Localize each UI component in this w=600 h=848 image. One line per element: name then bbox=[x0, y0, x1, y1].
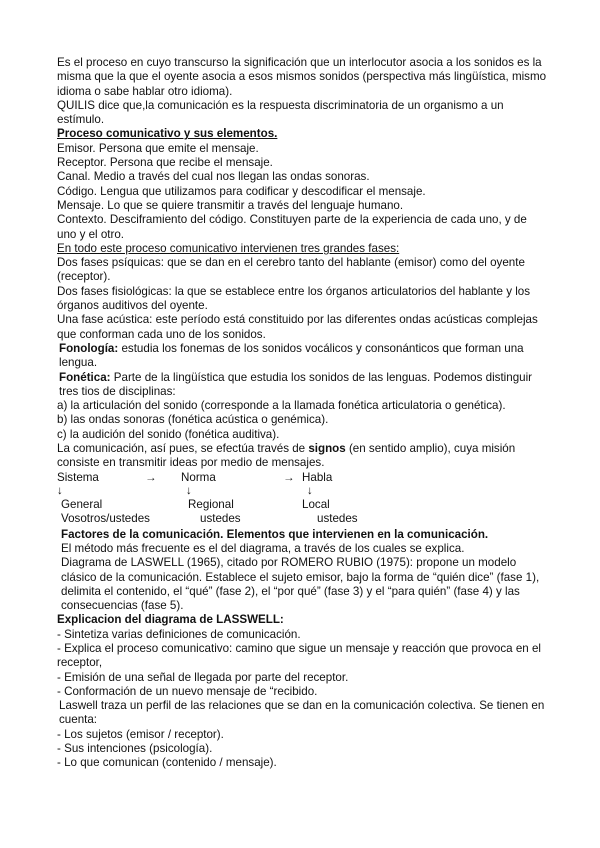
fonetica-item-a: a) la articulación del sonido (corresponde a la llamada fonética articulatoria o genética). bbox=[57, 399, 506, 413]
diagram-habla: Habla bbox=[302, 470, 333, 484]
fonetica-item-b: b) las ondas sonoras (fonética acústica o genémica). bbox=[57, 413, 329, 427]
diagram-norma: Norma bbox=[181, 470, 216, 484]
diagram-ustedes-1: ustedes bbox=[200, 511, 241, 525]
document-body bbox=[57, 56, 547, 771]
process-item-canal: Canal. Medio a través del cual nos llegan las ondas sonoras. bbox=[57, 170, 370, 184]
fonologia-paragraph bbox=[57, 342, 547, 371]
process-item-codigo: Código. Lengua que utilizamos para codificar y descodificar el mensaje. bbox=[57, 184, 426, 198]
fonetica-paragraph bbox=[57, 371, 547, 400]
explicacion-item-4: - Conformación de un nuevo mensaje de “recibido. bbox=[57, 684, 318, 698]
fonetica-text: Parte de la lingüística que estudia los sonidos de las lenguas. Podemos distinguir tres tios de disciplinas: bbox=[59, 370, 533, 398]
explicacion-item-3: - Emisión de una señal de llegada por parte del receptor. bbox=[57, 670, 349, 684]
explicacion-list-1: - Los sujetos (emisor / receptor). bbox=[57, 727, 224, 741]
explicacion-item-1: - Sintetiza varias definiciones de comunicación. bbox=[57, 627, 301, 641]
process-item-emisor: Emisor. Persona que emite el mensaje. bbox=[57, 141, 259, 155]
fonetica-term: Fonética: bbox=[59, 370, 111, 384]
diagram-ustedes-2: ustedes bbox=[317, 511, 358, 525]
diagram-arrow-right-1: → bbox=[145, 470, 157, 484]
phase-psiquicas: Dos fases psíquicas: que se dan en el cerebro tanto del hablante (emisor) como del oyente (receptor). bbox=[57, 256, 525, 284]
signos-term: signos bbox=[308, 442, 346, 456]
factores-paragraph-2: Diagrama de LASWELL (1965), citado por ROMERO RUBIO (1975): propone un modelo clásico de la comunicación. Establece el sujeto emisor, bajo la forma de “quién dice” (fase 1), delimita el contenido, el “qué” (fase 2), el “por qué” (fase 3) y el “para quién” (fase 4) y las consecuencias (fase 5). bbox=[61, 556, 540, 613]
phase-acustica: Una fase acústica: este período está constituido por las diferentes ondas acústicas complejas que conforman cada uno de los sonidos. bbox=[57, 313, 538, 341]
diagram-arrow-right-2: → bbox=[283, 470, 295, 484]
diagram-vosotros-ustedes: Vosotros/ustedes bbox=[61, 511, 150, 525]
explicacion-paragraph: Laswell traza un perfil de las relaciones que se dan en la comunicación colectiva. Se tienen en cuenta: bbox=[59, 699, 545, 727]
fonologia-text: estudia los fonemas de los sonidos vocálicos y consonánticos que forman una lengua. bbox=[59, 341, 524, 370]
factores-heading: Factores de la comunicación. Elementos que intervienen en la comunicación. bbox=[61, 527, 489, 541]
diagram-sistema: Sistema bbox=[57, 470, 99, 484]
diagram-regional: Regional bbox=[188, 497, 234, 511]
sistema-norma-habla-diagram bbox=[57, 471, 547, 528]
diagram-general: General bbox=[61, 497, 103, 511]
explicacion-list-2: - Sus intenciones (psicología). bbox=[57, 742, 213, 756]
explicacion-item-2: - Explica el proceso comunicativo: camino que sigue un mensaje y reacción que provoca en el receptor, bbox=[57, 641, 541, 670]
signos-paragraph: La comunicación, así pues, se efectúa través de signos (en sentido amplio), cuya misión consiste en transmitir ideas por medio de mensajes. bbox=[57, 442, 516, 470]
factores-paragraph-1: El método más frecuente es el del diagrama, a través de los cuales se explica. bbox=[61, 541, 465, 555]
fonologia-term: Fonología: bbox=[59, 341, 119, 355]
intro-paragraph: Es el proceso en cuyo transcurso la significación que un interlocutor asocia a los sonidos es la misma que la que el oyente asocia a esos mismos sonidos (perspectiva más lingüística, mismo idioma o sabe hablar otro idioma). bbox=[57, 56, 547, 98]
process-item-mensaje: Mensaje. Lo que se quiere transmitir a través del lenguaje humano. bbox=[57, 198, 404, 212]
explicacion-heading: Explicacion del diagrama de LASSWELL: bbox=[57, 613, 284, 627]
phases-heading: En todo este proceso comunicativo intervienen tres grandes fases: bbox=[57, 241, 400, 255]
diagram-arrow-down-1: ↓ bbox=[57, 483, 63, 497]
phase-fisiologicas: Dos fases fisiológicas: la que se establece entre los órganos articulatorios del hablante y los órganos auditivos del oyente. bbox=[57, 284, 531, 313]
process-item-receptor: Receptor. Persona que recibe el mensaje. bbox=[57, 156, 273, 170]
quilis-paragraph: QUILIS dice que,la comunicación es la respuesta discriminatoria de un organismo a un estímulo. bbox=[57, 98, 504, 127]
fonetica-item-c: c) la audición del sonido (fonética auditiva). bbox=[57, 427, 280, 441]
explicacion-list-3: - Lo que comunican (contenido / mensaje). bbox=[57, 756, 277, 770]
diagram-arrow-down-2: ↓ bbox=[186, 483, 192, 497]
diagram-arrow-down-3: ↓ bbox=[307, 483, 313, 497]
process-item-contexto: Contexto. Desciframiento del código. Constituyen parte de la experiencia de cada uno, y de uno y el otro. bbox=[57, 213, 527, 241]
process-heading: Proceso comunicativo y sus elementos. bbox=[57, 127, 278, 141]
diagram-local: Local bbox=[302, 497, 330, 511]
